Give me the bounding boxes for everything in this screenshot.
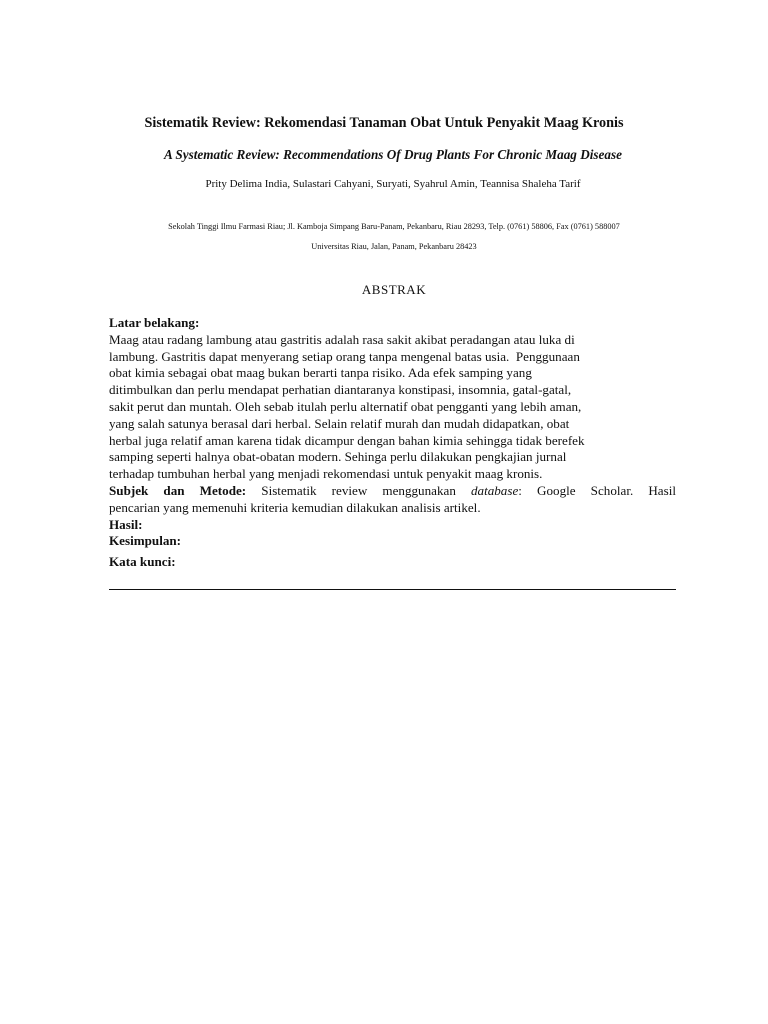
method-label: Subjek dan Metode:	[109, 482, 247, 498]
affiliation-line-2: Universitas Riau, Jalan, Panam, Pekanbaru 28423	[311, 242, 477, 251]
background-line: lambung. Gastritis dapat menyerang setiap orang tanpa mengenal batas usia. Penggunaan	[109, 348, 580, 364]
background-line: samping seperti halnya obat-obatan modern. Sehinga perlu dilakukan pengkajian jurnal	[109, 449, 567, 465]
affiliation-line-1: Sekolah Tinggi Ilmu Farmasi Riau; Jl. Kamboja Simpang Baru-Panam, Pekanbaru, Riau 28293, Telp. (0761) 58806, Fax (0761) 588007	[168, 222, 620, 231]
background-line: sakit perut dan muntah. Oleh sebab itulah perlu alternatif obat pengganti yang lebih aman,	[109, 398, 582, 414]
background-line: herbal juga relatif aman karena tidak dicampur dengan bahan kimia sehingga tidak berefek	[109, 432, 585, 448]
method-text: Sistematik review menggunakan	[246, 482, 471, 498]
method-line-2: pencarian yang memenuhi kriteria kemudian dilakukan analisis artikel.	[109, 499, 481, 515]
results-label: Hasil:	[109, 516, 143, 532]
paper-title-english: A Systematic Review: Recommendations Of Drug Plants For Chronic Maag Disease	[164, 147, 622, 162]
background-line: yang salah satunya berasal dari herbal. Selain relatif murah dan mudah didapatkan, obat	[109, 415, 570, 431]
paper-title: Sistematik Review: Rekomendasi Tanaman Obat Untuk Penyakit Maag Kronis	[144, 115, 624, 131]
background-paragraph	[109, 332, 676, 483]
method-line-1	[109, 483, 676, 500]
author-list: Prity Delima India, Sulastari Cahyani, Suryati, Syahrul Amin, Teannisa Shaleha Tarif	[205, 178, 581, 190]
keywords-label: Kata kunci:	[109, 554, 176, 570]
background-label: Latar belakang:	[109, 315, 200, 330]
conclusion-label: Kesimpulan:	[109, 533, 182, 549]
background-line: terhadap tumbuhan herbal yang menjadi rekomendasi untuk penyakit maag kronis.	[109, 466, 543, 482]
background-line: obat kimia sebagai obat maag bukan berarti tanpa risiko. Ada efek samping yang	[109, 365, 532, 381]
abstract-body	[109, 315, 676, 571]
background-line: Maag atau radang lambung atau gastritis adalah rasa sakit akibat peradangan atau luka di	[109, 331, 575, 347]
method-text-tail: : Google Scholar. Hasil	[518, 482, 676, 498]
abstract-heading: ABSTRAK	[361, 282, 427, 297]
horizontal-divider	[109, 589, 676, 590]
background-line: ditimbulkan dan perlu mendapat perhatian diantaranya konstipasi, insomnia, gatal-gatal,	[109, 382, 572, 398]
method-database-term: database	[470, 482, 519, 498]
